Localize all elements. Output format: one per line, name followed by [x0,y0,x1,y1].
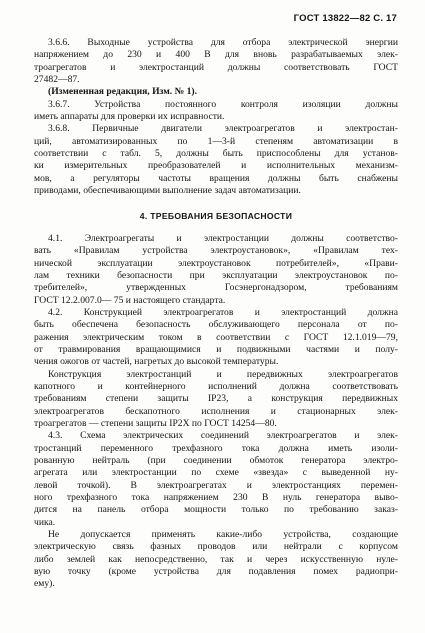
text-line: либо землей как непосредственно, так и через искусственную нуле- [34,553,398,565]
text-line: 3.6.6. Выходные устройства для отбора электрической энергии [48,37,398,48]
text-line: вать «Правилам устройства электроустановок», «Правилам тех- [34,245,398,257]
text-line: 4.2. Конструкцией электроагрегатов и электростанций должна [48,306,398,318]
text-line: лам техники безопасности при эксплуатации электроустановок по- [34,269,398,281]
text-line: ций, автоматизированных по 1—3-й степеням автоматизации в [34,135,398,147]
text-line: левой точкой). В электроагрегатах и электростанциях перемен- [34,479,398,491]
spacer [34,197,398,204]
text-line: 3.6.8. Первичные двигатели электроагрегатов и электростан- [48,123,398,135]
text-line: 4.1. Электроагрегаты и электростанции должны соответство- [48,232,398,244]
text-line: иметь аппараты для проверки их исправности. [34,111,225,123]
text-line: ки измерительных преобразователей и исполнительных механизм- [34,160,398,172]
text-line: 3.6.7. Устройства постоянного контроля изоляции должны [48,98,398,110]
text-line: быть обеспечена безопасность обслуживающего персонала от по- [34,319,398,331]
text-line: ного трехфазного тока напряжением 230 В нуль генератора выво- [34,492,398,504]
text-line: чения ожогов от частей, нагретых до высокой температуры. [34,356,279,368]
text-line: чика. [34,516,56,528]
text-line: Не допускается применять какие-либо устройства, создающие [48,529,398,541]
text-line: ГОСТ 12.2.007.0— 75 и настоящего стандарта. [34,294,226,306]
text-line: ражения электрическим током в соответствии с ГОСТ 12.1.019—79, [34,331,398,343]
text-line: капотного и контейнерного исполнений должна соответствовать [34,380,398,392]
text-line: 4.3. Схема электрических соединений электроагрегатов и элек- [48,430,398,442]
text-line: мов, а регуляторы частоты вращения должны быть снабжены [34,172,398,184]
text-line: приводами, обеспечивающими выполнение задач автоматизации. [34,185,301,197]
text-line: Конструкция электростанций и передвижных электроагрегатов [48,368,398,380]
text-line: нической эксплуатации электроустановок потребителей», «Прави- [34,257,398,269]
text-line: троагрегатов — степени защиты IP2X по ГОСТ 14254—80. [34,417,277,429]
text-line: рованную нейтраль (при соединении обмоток генератора электро- [34,455,398,466]
text-line: электроагрегатов бескапотного исполнения и стационарных элек- [34,405,398,417]
amendment-note: (Измененная редакция, Изм. № 1). [48,86,198,98]
text-line: ему). [34,578,55,590]
text-line: тростанций переменного трехфазного тока должна иметь изоли- [34,442,398,454]
text-line: электрическую связь фазных проводов или нейтрали с корпусом [34,541,398,553]
page-header: ГОСТ 13822—82 С. 17 [293,13,397,24]
text-line: напряжением до 230 и 400 В для вновь разрабатываемых элек- [34,49,398,61]
text-line: требителей», утвержденных Госэнергонадзором, требованиям [34,282,398,294]
text-line: от травмирования вращающимися и подвижными частями и полу- [34,343,398,355]
text-line: требованиям степени защиты IP23, а конструкция передвижных [34,393,398,405]
text-line: дится на панель отбора мощности только по требованию заказ- [34,504,398,516]
section-title: 4. ТРЕБОВАНИЯ БЕЗОПАСНОСТИ [139,211,293,222]
text-line: 27482—87. [34,74,80,86]
text-line: агрегата или электростанции по схеме «звезда» с выведенной ну- [34,467,398,479]
text-line: соответствии с табл. 5, должны быть приспособлены для установ- [34,148,398,160]
text-line: троагрегатов и электростанций должны соответствовать ГОСТ [34,61,398,73]
document-body [34,37,398,591]
text-line: вую точку (кроме устройства для подавления помех радиопри- [34,566,398,578]
